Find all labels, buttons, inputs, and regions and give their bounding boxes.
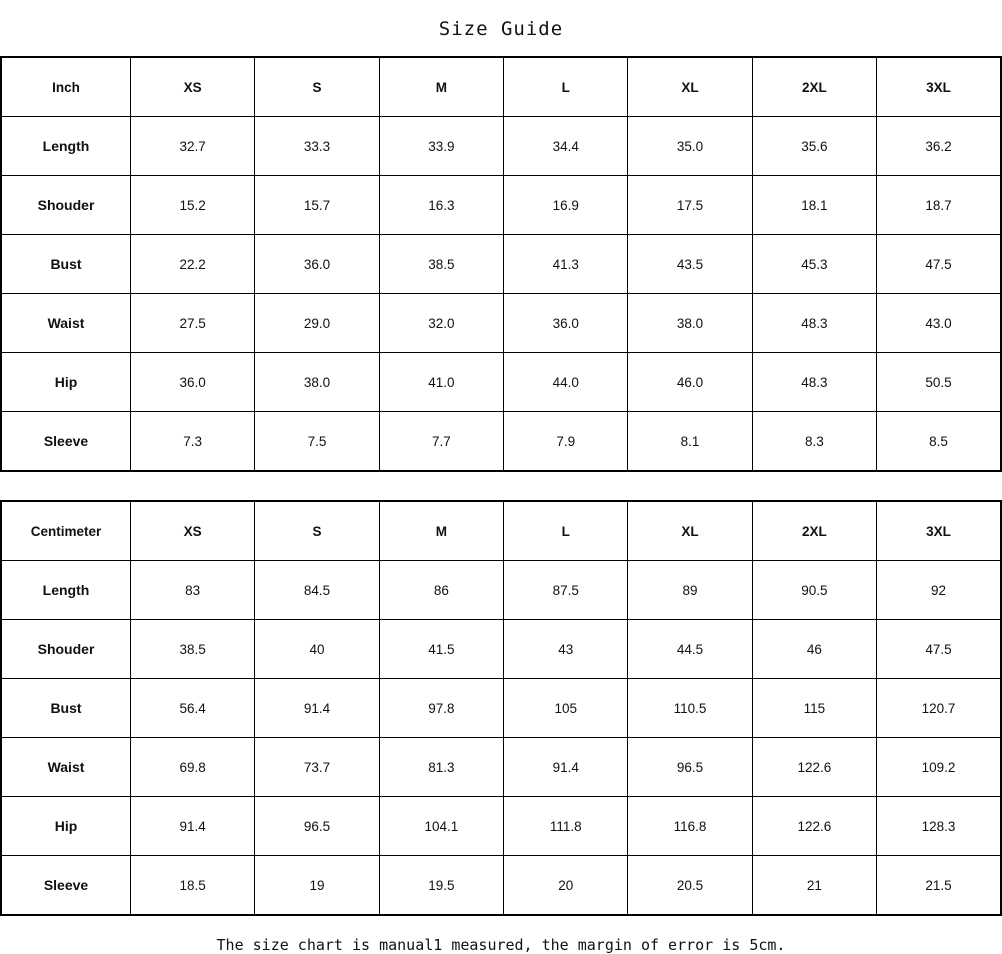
cell-sleeve-l: 20 — [504, 856, 628, 915]
cell-hip-2xl: 122.6 — [752, 797, 876, 856]
row-label-bust: Bust — [1, 679, 131, 738]
cell-bust-s: 36.0 — [255, 235, 379, 294]
row-label-shouder: Shouder — [1, 620, 131, 679]
cell-length-m: 33.9 — [379, 117, 503, 176]
cell-hip-xl: 46.0 — [628, 353, 752, 412]
cell-shouder-xs: 15.2 — [131, 176, 255, 235]
cell-waist-s: 73.7 — [255, 738, 379, 797]
cell-hip-l: 111.8 — [504, 797, 628, 856]
cell-bust-xl: 43.5 — [628, 235, 752, 294]
cell-bust-3xl: 120.7 — [877, 679, 1001, 738]
row-label-sleeve: Sleeve — [1, 856, 131, 915]
inch-size-table — [0, 58, 1002, 470]
cell-hip-xs: 91.4 — [131, 797, 255, 856]
cell-bust-xs: 56.4 — [131, 679, 255, 738]
cell-sleeve-l: 7.9 — [504, 412, 628, 471]
centimeter-table-body — [1, 502, 1001, 914]
cell-bust-m: 97.8 — [379, 679, 503, 738]
row-label-waist: Waist — [1, 294, 131, 353]
table-row — [1, 738, 1001, 797]
cell-waist-l: 91.4 — [504, 738, 628, 797]
cell-bust-xs: 22.2 — [131, 235, 255, 294]
cell-length-l: 34.4 — [504, 117, 628, 176]
cell-length-xs: 83 — [131, 561, 255, 620]
size-header-m: M — [379, 502, 503, 561]
table-row — [1, 176, 1001, 235]
cell-waist-l: 36.0 — [504, 294, 628, 353]
cell-hip-m: 41.0 — [379, 353, 503, 412]
cell-waist-xs: 27.5 — [131, 294, 255, 353]
table-row — [1, 294, 1001, 353]
size-header-3xl: 3XL — [877, 58, 1001, 117]
cell-shouder-xs: 38.5 — [131, 620, 255, 679]
size-header-l: L — [504, 58, 628, 117]
cell-bust-2xl: 115 — [752, 679, 876, 738]
cell-sleeve-2xl: 8.3 — [752, 412, 876, 471]
table-row — [1, 856, 1001, 915]
cell-shouder-xl: 17.5 — [628, 176, 752, 235]
size-header-2xl: 2XL — [752, 502, 876, 561]
table-row — [1, 412, 1001, 471]
cell-sleeve-m: 7.7 — [379, 412, 503, 471]
cell-shouder-2xl: 18.1 — [752, 176, 876, 235]
table-row — [1, 353, 1001, 412]
cell-bust-m: 38.5 — [379, 235, 503, 294]
cell-waist-3xl: 43.0 — [877, 294, 1001, 353]
table-header-row — [1, 58, 1001, 117]
cell-bust-s: 91.4 — [255, 679, 379, 738]
cell-sleeve-xs: 7.3 — [131, 412, 255, 471]
unit-label: Centimeter — [1, 502, 131, 561]
cell-length-3xl: 92 — [877, 561, 1001, 620]
centimeter-table-block — [0, 500, 1002, 916]
cell-hip-xl: 116.8 — [628, 797, 752, 856]
cell-length-xl: 35.0 — [628, 117, 752, 176]
cell-sleeve-s: 7.5 — [255, 412, 379, 471]
cell-shouder-3xl: 47.5 — [877, 620, 1001, 679]
cell-shouder-l: 16.9 — [504, 176, 628, 235]
size-header-s: S — [255, 58, 379, 117]
size-header-xs: XS — [131, 502, 255, 561]
cell-hip-3xl: 50.5 — [877, 353, 1001, 412]
cell-hip-l: 44.0 — [504, 353, 628, 412]
cell-bust-l: 105 — [504, 679, 628, 738]
cell-length-2xl: 35.6 — [752, 117, 876, 176]
row-label-bust: Bust — [1, 235, 131, 294]
cell-waist-xl: 38.0 — [628, 294, 752, 353]
unit-label: Inch — [1, 58, 131, 117]
table-row — [1, 561, 1001, 620]
table-row — [1, 797, 1001, 856]
cell-bust-l: 41.3 — [504, 235, 628, 294]
cell-shouder-m: 16.3 — [379, 176, 503, 235]
row-label-hip: Hip — [1, 353, 131, 412]
footer-note: The size chart is manual1 measured, the margin of error is 5cm. — [216, 936, 786, 954]
size-header-m: M — [379, 58, 503, 117]
cell-sleeve-xs: 18.5 — [131, 856, 255, 915]
cell-length-xs: 32.7 — [131, 117, 255, 176]
cell-waist-xs: 69.8 — [131, 738, 255, 797]
size-header-s: S — [255, 502, 379, 561]
cell-hip-3xl: 128.3 — [877, 797, 1001, 856]
cell-waist-3xl: 109.2 — [877, 738, 1001, 797]
table-row — [1, 235, 1001, 294]
cell-sleeve-xl: 20.5 — [628, 856, 752, 915]
size-header-2xl: 2XL — [752, 58, 876, 117]
cell-hip-xs: 36.0 — [131, 353, 255, 412]
cell-length-xl: 89 — [628, 561, 752, 620]
size-header-3xl: 3XL — [877, 502, 1001, 561]
page-title: Size Guide — [438, 18, 564, 40]
table-header-row — [1, 502, 1001, 561]
cell-waist-2xl: 122.6 — [752, 738, 876, 797]
size-header-xs: XS — [131, 58, 255, 117]
cell-shouder-s: 15.7 — [255, 176, 379, 235]
cell-length-s: 84.5 — [255, 561, 379, 620]
cell-length-2xl: 90.5 — [752, 561, 876, 620]
cell-sleeve-3xl: 21.5 — [877, 856, 1001, 915]
cell-sleeve-xl: 8.1 — [628, 412, 752, 471]
cell-sleeve-m: 19.5 — [379, 856, 503, 915]
size-header-l: L — [504, 502, 628, 561]
table-row — [1, 679, 1001, 738]
cell-bust-2xl: 45.3 — [752, 235, 876, 294]
cell-sleeve-s: 19 — [255, 856, 379, 915]
cell-sleeve-2xl: 21 — [752, 856, 876, 915]
cell-length-l: 87.5 — [504, 561, 628, 620]
cell-shouder-2xl: 46 — [752, 620, 876, 679]
cell-hip-s: 96.5 — [255, 797, 379, 856]
row-label-length: Length — [1, 117, 131, 176]
cell-shouder-xl: 44.5 — [628, 620, 752, 679]
cell-shouder-3xl: 18.7 — [877, 176, 1001, 235]
cell-waist-xl: 96.5 — [628, 738, 752, 797]
cell-length-m: 86 — [379, 561, 503, 620]
cell-length-3xl: 36.2 — [877, 117, 1001, 176]
cell-waist-s: 29.0 — [255, 294, 379, 353]
row-label-waist: Waist — [1, 738, 131, 797]
table-row — [1, 620, 1001, 679]
inch-table-body — [1, 58, 1001, 470]
cell-bust-xl: 110.5 — [628, 679, 752, 738]
cell-waist-m: 81.3 — [379, 738, 503, 797]
inch-table-block — [0, 56, 1002, 472]
cell-length-s: 33.3 — [255, 117, 379, 176]
cell-waist-2xl: 48.3 — [752, 294, 876, 353]
size-header-xl: XL — [628, 502, 752, 561]
cell-shouder-m: 41.5 — [379, 620, 503, 679]
cell-shouder-l: 43 — [504, 620, 628, 679]
cell-hip-s: 38.0 — [255, 353, 379, 412]
cell-waist-m: 32.0 — [379, 294, 503, 353]
row-label-length: Length — [1, 561, 131, 620]
row-label-hip: Hip — [1, 797, 131, 856]
cell-sleeve-3xl: 8.5 — [877, 412, 1001, 471]
row-label-sleeve: Sleeve — [1, 412, 131, 471]
cell-bust-3xl: 47.5 — [877, 235, 1001, 294]
table-row — [1, 117, 1001, 176]
cell-shouder-s: 40 — [255, 620, 379, 679]
table-separator — [0, 472, 1002, 500]
cell-hip-m: 104.1 — [379, 797, 503, 856]
centimeter-size-table — [0, 502, 1002, 914]
row-label-shouder: Shouder — [1, 176, 131, 235]
size-header-xl: XL — [628, 58, 752, 117]
cell-hip-2xl: 48.3 — [752, 353, 876, 412]
